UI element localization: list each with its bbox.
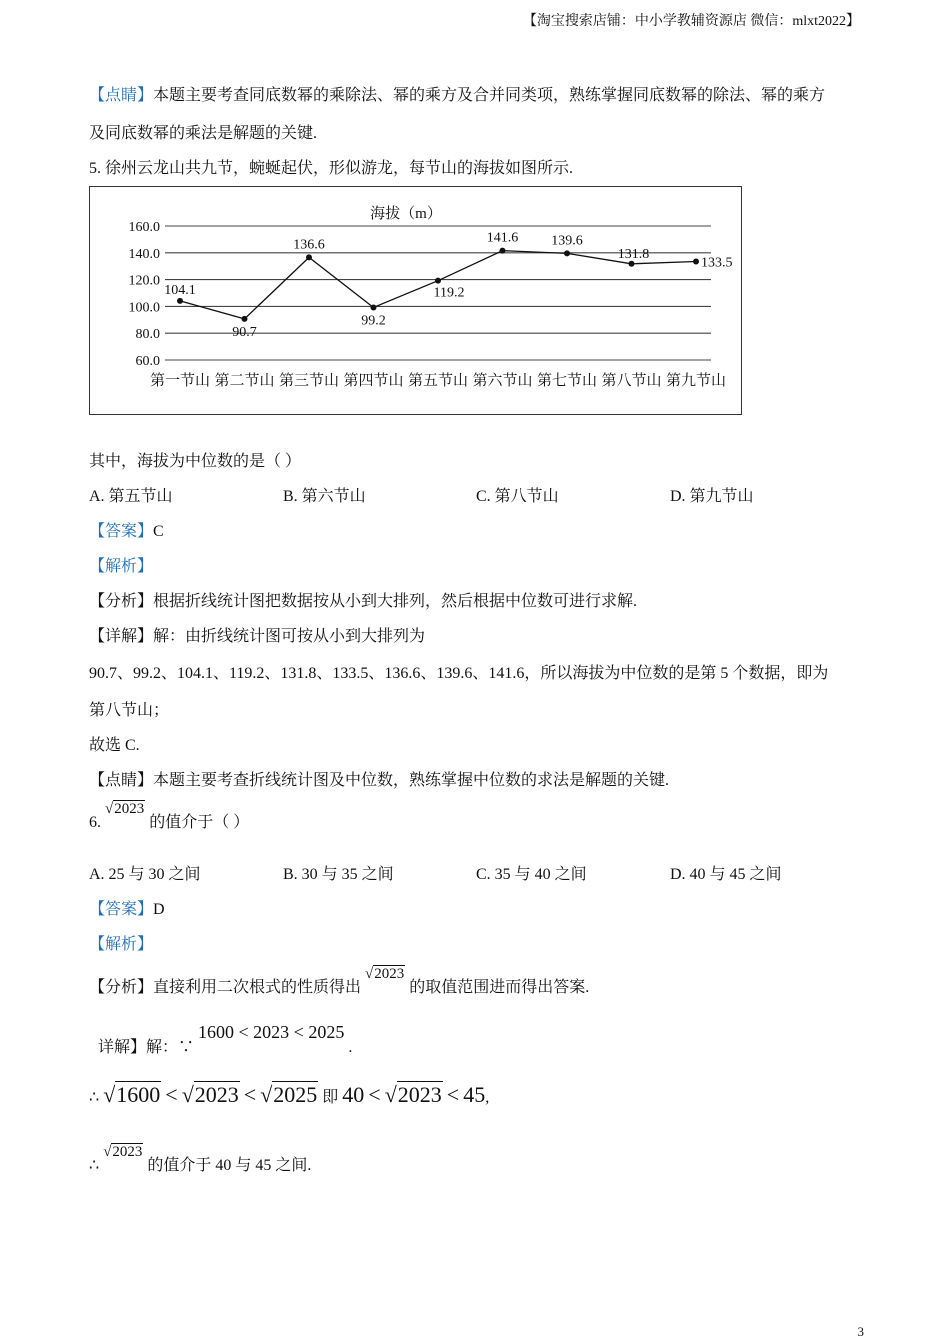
less-than: <: [368, 1082, 381, 1107]
y-tick-label: 60.0: [135, 354, 160, 369]
q5-detail-line2: 90.7、99.2、104.1、119.2、131.8、133.5、136.6、139.6、141.6，所以海拔为中位数的是第 5 个数据，即为: [89, 665, 829, 682]
less-than: <: [165, 1082, 178, 1107]
detail-label: 【详解】: [89, 628, 154, 645]
x-tick-label: 第七节山: [536, 373, 598, 389]
q5-option-a: A. 第五节山: [89, 488, 173, 505]
data-point: [177, 298, 183, 304]
data-point: [435, 278, 441, 284]
q5-stem: 5. 徐州云龙山共九节，蜿蜒起伏，形似游龙，每节山的海拔如图所示.: [89, 160, 574, 177]
altitude-line-chart: [90, 187, 741, 414]
q6-analysis: [89, 965, 589, 997]
data-label: 99.2: [361, 313, 386, 329]
sqrt-1600: √1600: [103, 1082, 161, 1107]
fortyfive: 45: [463, 1082, 486, 1107]
q5-analysis-heading: 【解析】: [89, 558, 154, 575]
q6-analysis-heading: 【解析】: [89, 936, 154, 953]
analysis-prefix: 直接利用二次根式的性质得出: [153, 979, 362, 996]
answer-value: D: [153, 901, 165, 918]
sqrt-2023: √2023: [181, 1082, 239, 1107]
analysis-label: 【分析】: [89, 979, 154, 996]
ji-text: 即: [322, 1089, 339, 1106]
q6-stem: [89, 800, 249, 832]
forty: 40: [342, 1082, 365, 1107]
y-tick-label: 140.0: [128, 246, 160, 262]
detail-text: 解：由折线统计图可按从小到大排列为: [153, 628, 426, 645]
data-label: 90.7: [232, 324, 257, 340]
data-point: [306, 254, 312, 260]
x-tick-label: 第二节山: [214, 373, 275, 389]
q5-analysis: [89, 588, 637, 611]
q6-detail: [98, 1022, 352, 1057]
q5-detail: [89, 623, 425, 646]
sqrt-2023: √2023: [384, 1082, 442, 1107]
q6-answer: [89, 896, 165, 919]
sqrt-2023: √2023: [365, 966, 405, 982]
y-tick-label: 80.0: [135, 327, 160, 343]
data-point: [693, 259, 699, 265]
final-suffix: 的值介于 40 与 45 之间.: [147, 1157, 312, 1174]
remark-label: 【点睛】: [89, 87, 154, 104]
y-tick-label: 160.0: [128, 220, 160, 235]
sqrt-2023: √2023: [103, 1144, 143, 1160]
data-label: 104.1: [164, 282, 196, 298]
remark-text: 本题主要考查折线统计图及中位数，熟练掌握中位数的求法是解题的关键.: [153, 772, 670, 789]
analysis-text: 根据折线统计图把数据按从小到大排列，然后根据中位数可进行求解.: [153, 593, 638, 610]
analysis-suffix: 的取值范围进而得出答案.: [409, 979, 590, 996]
data-label: 139.6: [551, 233, 583, 249]
q6-stem-suffix: 的值介于（ ）: [149, 814, 250, 831]
x-tick-label: 第五节山: [407, 373, 469, 389]
x-tick-label: 第四节山: [343, 373, 404, 389]
inequality-end: .: [348, 1039, 353, 1056]
analysis-label: 【分析】: [89, 593, 154, 610]
q5-answer: [89, 518, 164, 541]
chart-title: 海拔（m）: [370, 206, 442, 222]
q5-option-b: B. 第六节山: [283, 488, 366, 505]
x-tick-label: 第九节山: [665, 373, 727, 389]
less-than: <: [243, 1082, 257, 1107]
q5-detail-line3: 第八节山；: [89, 702, 170, 719]
answer-label: 【答案】: [89, 901, 154, 918]
page-header: 【淘宝搜索店铺：中小学教辅资源店 微信：mlxt2022】: [522, 14, 860, 29]
x-tick-label: 第一节山: [149, 373, 211, 389]
page-number: 3: [857, 1324, 864, 1339]
q5-remark: [89, 767, 669, 790]
sqrt-2023: √2023: [105, 801, 145, 817]
q5-option-c: C. 第八节山: [476, 488, 559, 505]
remark-label: 【点睛】: [89, 772, 154, 789]
less-than: <: [446, 1082, 460, 1107]
detail-prefix: 详解】解：∵: [98, 1039, 195, 1056]
therefore-symbol: ∴: [89, 1157, 100, 1174]
sqrt-2025: √2025: [260, 1082, 318, 1107]
inequality: 1600 < 2023 < 2025: [198, 1022, 345, 1042]
q6-option-d: D. 40 与 45 之间: [670, 866, 782, 883]
therefore-symbol: ∴: [89, 1089, 100, 1106]
data-point: [371, 304, 377, 310]
answer-value: C: [153, 523, 164, 540]
top-remark-line2: 及同底数幂的乘法是解题的关键.: [89, 125, 318, 142]
y-tick-label: 100.0: [128, 300, 160, 316]
q6-final: [89, 1143, 311, 1175]
q6-option-c: C. 35 与 40 之间: [476, 866, 587, 883]
y-tick-label: 120.0: [128, 273, 160, 289]
q5-question: 其中，海拔为中位数的是（ ）: [89, 453, 302, 470]
q5-option-d: D. 第九节山: [670, 488, 754, 505]
data-point: [242, 316, 248, 322]
comma: ,: [485, 1089, 490, 1106]
remark-text: 本题主要考查同底数幂的乘除法、幂的乘方及合并同类项，熟练掌握同底数幂的除法、幂的乘方: [153, 87, 826, 104]
q6-option-b: B. 30 与 35 之间: [283, 866, 394, 883]
data-label: 136.6: [293, 237, 325, 253]
data-point: [564, 250, 570, 256]
data-label: 119.2: [433, 285, 465, 301]
q5-conclusion: 故选 C.: [89, 737, 140, 754]
x-tick-label: 第三节山: [278, 373, 340, 389]
top-remark: [89, 82, 825, 105]
x-tick-label: 第六节山: [472, 373, 533, 389]
q6-root-chain: [89, 1082, 489, 1108]
altitude-chart-frame: [89, 186, 742, 415]
answer-label: 【答案】: [89, 523, 154, 540]
data-point: [500, 248, 506, 254]
data-label: 133.5: [701, 255, 733, 271]
data-label: 131.8: [617, 246, 650, 262]
q6-number: 6.: [89, 814, 101, 831]
x-tick-label: 第八节山: [601, 373, 662, 389]
data-label: 141.6: [486, 230, 519, 246]
q6-option-a: A. 25 与 30 之间: [89, 866, 201, 883]
